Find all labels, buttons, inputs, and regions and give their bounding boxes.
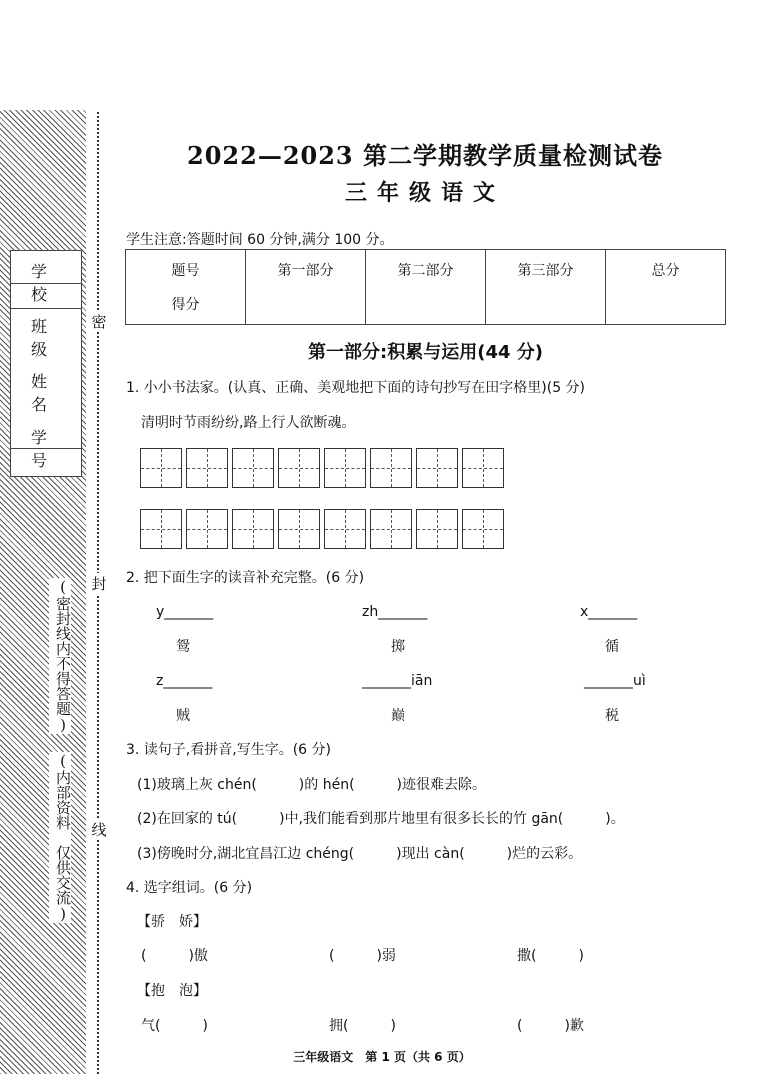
q1-poem: 清明时节雨纷纷,路上行人欲断魂。: [141, 415, 356, 431]
score-cell: [126, 250, 246, 325]
divider: [11, 308, 81, 309]
seal-char-xian: 线: [91, 821, 107, 839]
q4-word-blank[interactable]: ( )傲: [141, 948, 208, 964]
header-total: 总分: [651, 263, 680, 279]
q3-line2[interactable]: (2)在回家的 tú( )中,我们能看到那片地里有很多长长的竹 gān( )。: [137, 811, 625, 827]
divider: [11, 283, 81, 284]
divider: [11, 448, 81, 449]
score-cell[interactable]: [606, 250, 726, 325]
writing-grid-row1[interactable]: [140, 448, 504, 488]
q4-word-blank[interactable]: 拥( ): [329, 1018, 396, 1034]
writing-cell[interactable]: [462, 448, 504, 488]
hanzi-char: 税: [605, 708, 619, 724]
seal-note: (密封线内不得答题): [49, 578, 71, 734]
writing-cell[interactable]: [416, 509, 458, 549]
part1-title: 第一部分:积累与运用(44 分): [308, 342, 543, 363]
student-notice: 学生注意:答题时间 60 分钟,满分 100 分。: [126, 232, 394, 248]
writing-cell[interactable]: [140, 509, 182, 549]
pinyin-blank[interactable]: zh_______: [362, 604, 428, 620]
hanzi-char: 贼: [176, 708, 190, 724]
student-info-box: [10, 250, 82, 477]
class-label: 班 级: [30, 317, 61, 359]
writing-cell[interactable]: [462, 509, 504, 549]
q4-word-blank[interactable]: 气( ): [141, 1018, 208, 1034]
writing-cell[interactable]: [278, 509, 320, 549]
writing-cell[interactable]: [278, 448, 320, 488]
pinyin-blank[interactable]: x_______: [580, 604, 638, 620]
score-cell[interactable]: [366, 250, 486, 325]
writing-cell[interactable]: [324, 448, 366, 488]
pinyin-blank[interactable]: z_______: [156, 673, 213, 689]
exam-title: 2022—2023 第二学期教学质量检测试卷: [187, 141, 663, 170]
hanzi-char: 掷: [391, 639, 405, 655]
hanzi-char: 鸳: [176, 639, 190, 655]
score-cell[interactable]: [486, 250, 606, 325]
writing-cell[interactable]: [232, 448, 274, 488]
hanzi-char: 循: [605, 639, 619, 655]
score-cell[interactable]: [246, 250, 366, 325]
seal-char-feng: 封: [91, 575, 107, 593]
school-label: 学 校: [30, 262, 61, 304]
score-table: [125, 249, 726, 325]
pinyin-blank[interactable]: _______iān: [362, 673, 433, 689]
writing-cell[interactable]: [324, 509, 366, 549]
writing-cell[interactable]: [140, 448, 182, 488]
score-label: 得分: [171, 297, 200, 313]
q4-group1-label: 【骄 娇】: [137, 914, 207, 930]
writing-cell[interactable]: [186, 509, 228, 549]
q3-line3[interactable]: (3)傍晚时分,湖北宜昌江边 chéng( )现出 càn( )烂的云彩。: [137, 846, 583, 862]
q2-prompt: 2. 把下面生字的读音补充完整。(6 分): [126, 570, 365, 586]
internal-note: (内部资料 仅供交流): [49, 752, 71, 923]
pinyin-blank[interactable]: _______uì: [584, 673, 646, 689]
page-footer: 三年级语文 第 1 页（共 6 页）: [293, 1050, 471, 1064]
q1-prompt: 1. 小小书法家。(认真、正确、美观地把下面的诗句抄写在田字格里)(5 分): [126, 380, 586, 396]
exam-subtitle: 三年级语文: [344, 180, 505, 206]
writing-cell[interactable]: [370, 448, 412, 488]
number-label: 学 号: [30, 428, 61, 470]
header-part3: 第三部分: [517, 263, 574, 279]
seal-char-mi: 密: [91, 313, 107, 331]
writing-cell[interactable]: [370, 509, 412, 549]
name-label: 姓 名: [30, 372, 61, 414]
q4-word-blank[interactable]: ( )歉: [517, 1018, 584, 1034]
writing-cell[interactable]: [416, 448, 458, 488]
writing-cell[interactable]: [186, 448, 228, 488]
q3-line1[interactable]: (1)玻璃上灰 chén( )的 hén( )迹很难去除。: [137, 777, 486, 793]
header-question-no: 题号: [171, 263, 200, 279]
q4-group2-label: 【抱 泡】: [137, 983, 207, 999]
writing-cell[interactable]: [232, 509, 274, 549]
q3-prompt: 3. 读句子,看拼音,写生字。(6 分): [126, 742, 331, 758]
q4-word-blank[interactable]: 撒( ): [517, 948, 584, 964]
header-part2: 第二部分: [397, 263, 454, 279]
writing-grid-row2[interactable]: [140, 509, 504, 549]
hanzi-char: 巅: [391, 708, 405, 724]
q4-word-blank[interactable]: ( )弱: [329, 948, 396, 964]
pinyin-blank[interactable]: y_______: [156, 604, 214, 620]
header-part1: 第一部分: [277, 263, 334, 279]
q4-prompt: 4. 选字组词。(6 分): [126, 880, 253, 896]
